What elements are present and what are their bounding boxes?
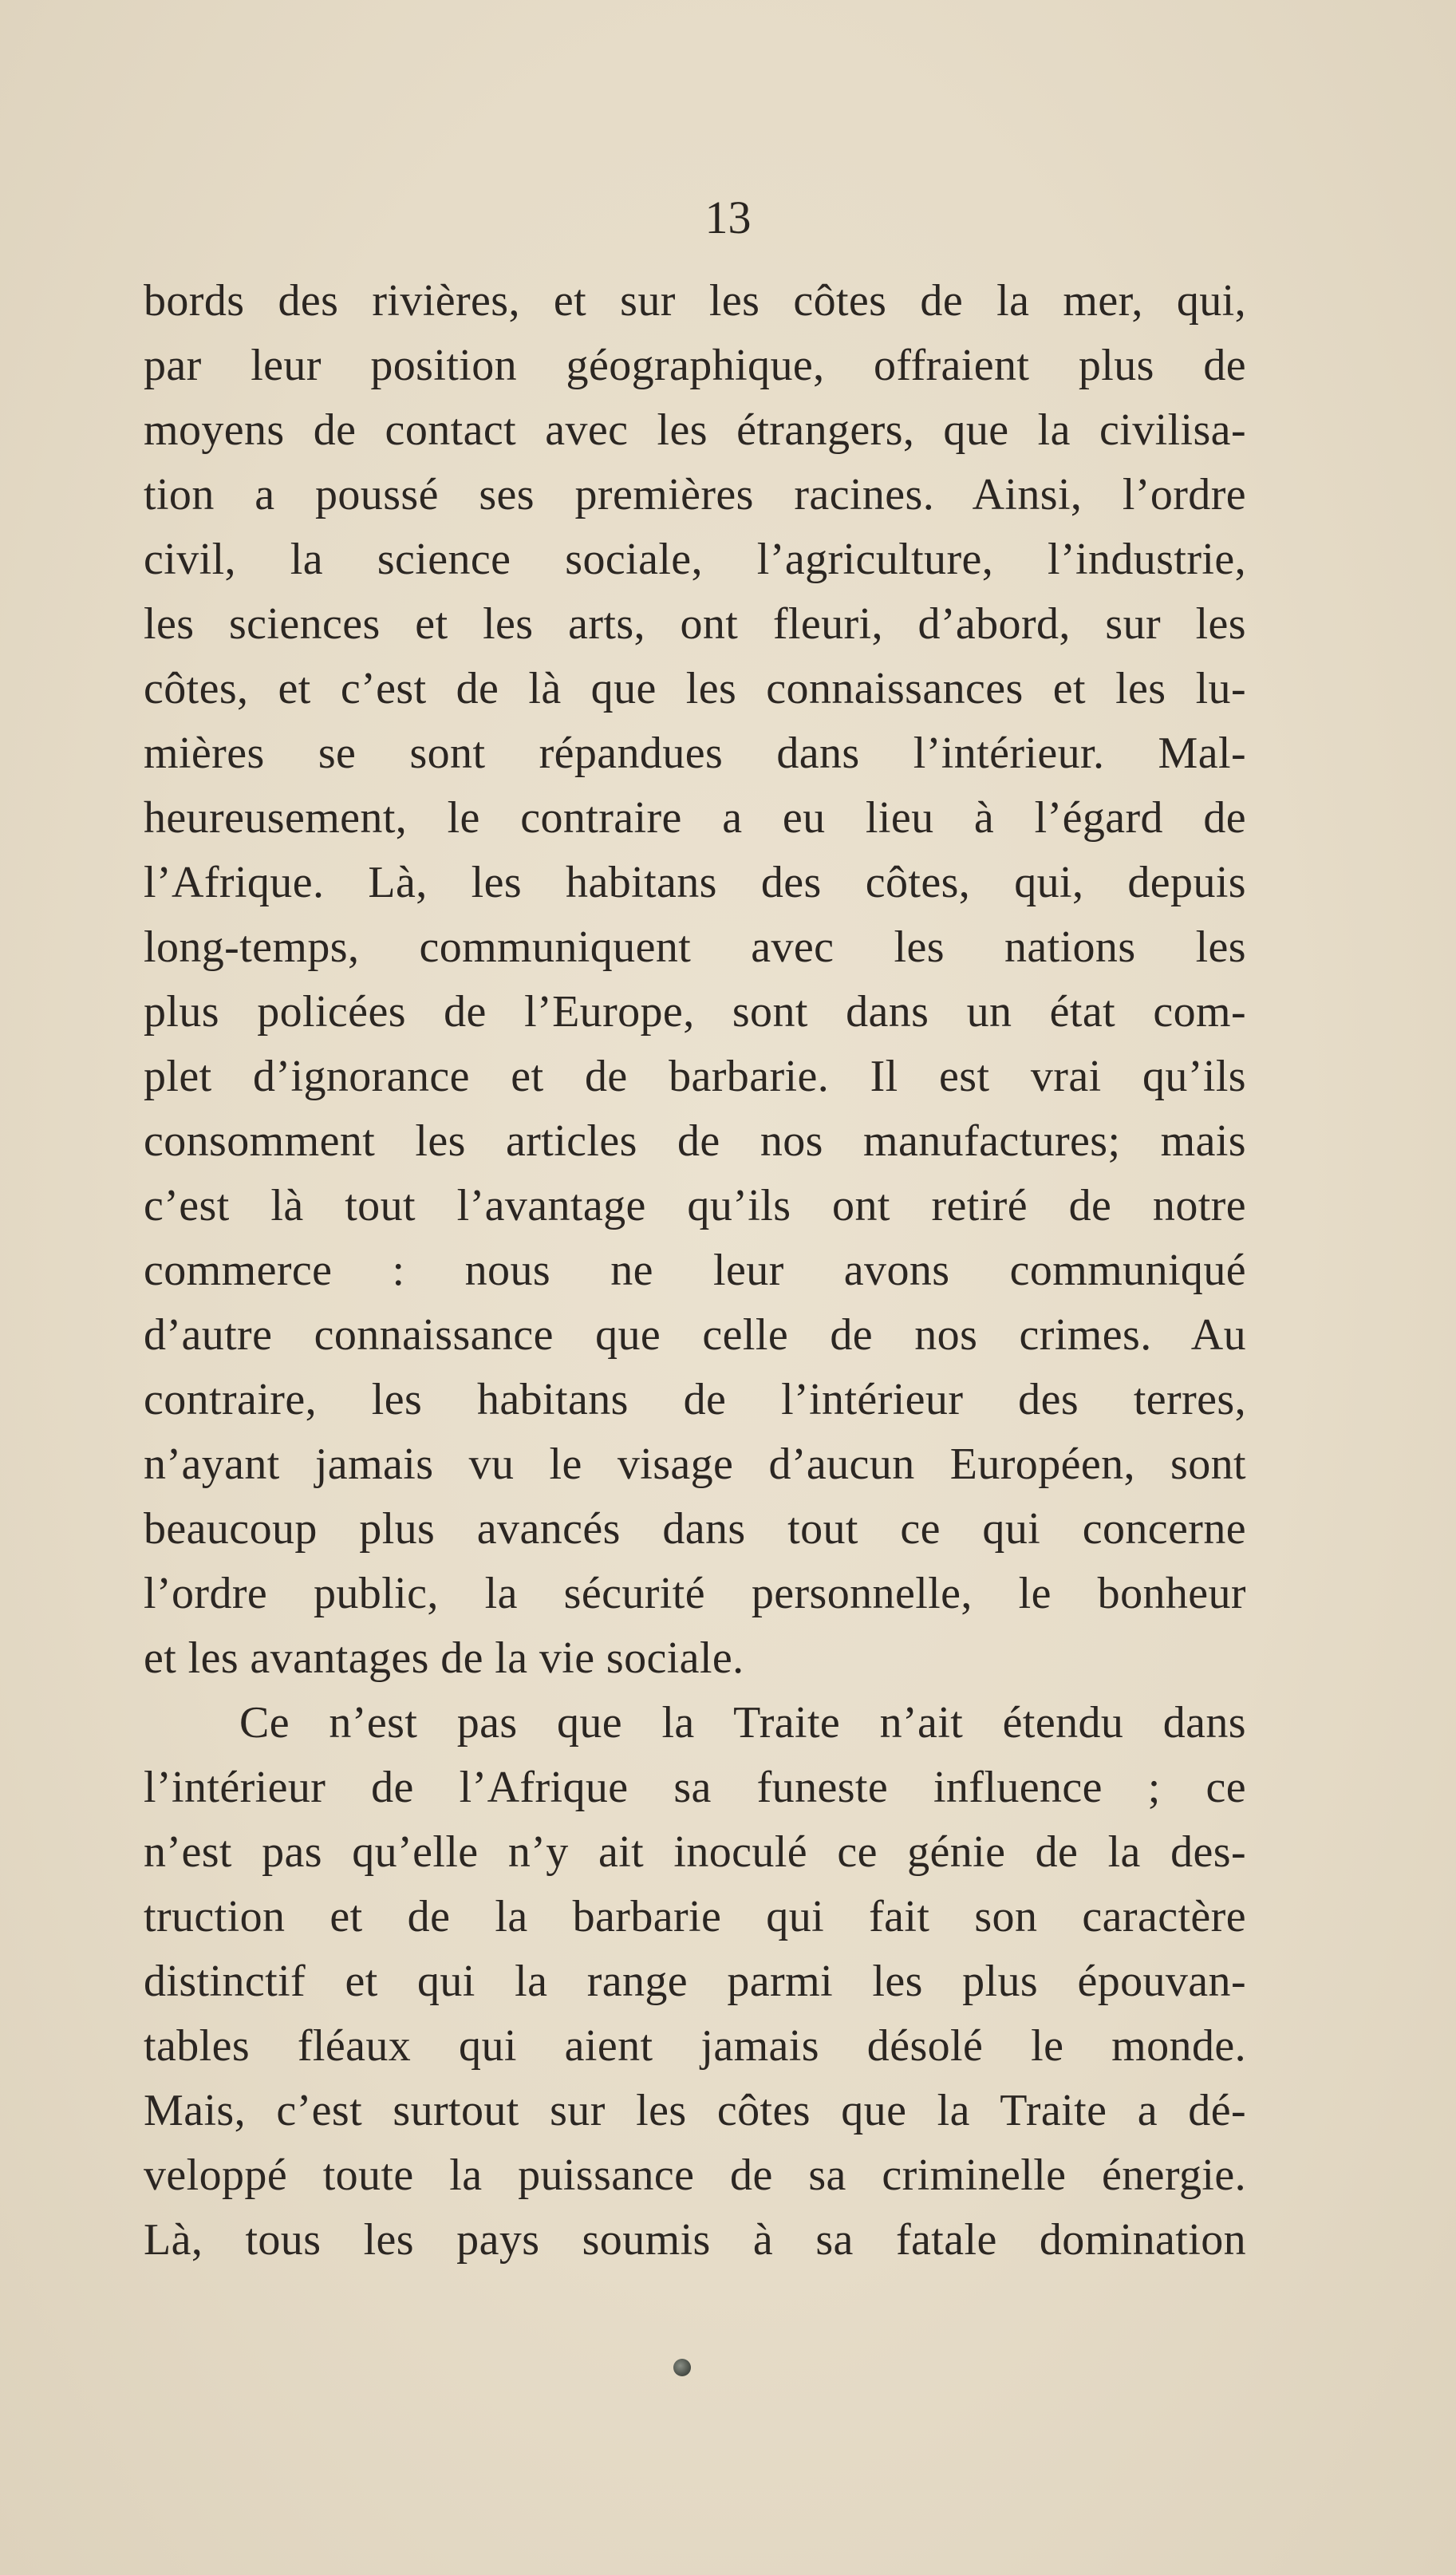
text-line: l’intérieur de l’Afrique sa funeste influence ; ce	[144, 1763, 1246, 1812]
text-line: Ce n’est pas que la Traite n’ait étendu dans	[239, 1698, 1246, 1748]
text-line: plet d’ignorance et de barbarie. Il est vrai qu’ils	[144, 1052, 1246, 1101]
text-line: Mais, c’est surtout sur les côtes que la Traite a dé-	[144, 2086, 1246, 2135]
paragraph-2	[144, 1691, 1246, 2273]
text-line: consomment les articles de nos manufactures; mais	[144, 1116, 1246, 1166]
text-line: l’ordre public, la sécurité personnelle, le bonheur	[144, 1569, 1246, 1618]
text-line: mières se sont répandues dans l’intérieur. Mal-	[144, 729, 1246, 778]
body-text	[144, 269, 1246, 2273]
text-line: commerce : nous ne leur avons communiqué	[144, 1246, 1246, 1295]
text-line: côtes, et c’est de là que les connaissances et les lu-	[144, 664, 1246, 713]
text-line: contraire, les habitans de l’intérieur des terres,	[144, 1375, 1246, 1424]
text-line: civil, la science sociale, l’agriculture, l’industrie,	[144, 535, 1246, 584]
text-line: tion a poussé ses premières racines. Ainsi, l’ordre	[144, 470, 1246, 519]
text-line: long-temps, communiquent avec les nations les	[144, 922, 1246, 972]
text-line: les sciences et les arts, ont fleuri, d’abord, sur les	[144, 599, 1246, 649]
text-line: plus policées de l’Europe, sont dans un état com-	[144, 987, 1246, 1037]
text-line: veloppé toute la puissance de sa criminelle énergie.	[144, 2150, 1246, 2200]
paragraph-1	[144, 269, 1246, 1691]
text-line: moyens de contact avec les étrangers, que la civilisa-	[144, 405, 1246, 455]
text-line: n’ayant jamais vu le visage d’aucun Européen, sont	[144, 1440, 1246, 1489]
page-number: 13	[704, 192, 752, 243]
text-line: heureusement, le contraire a eu lieu à l’égard de	[144, 793, 1246, 843]
text-line: d’autre connaissance que celle de nos crimes. Au	[144, 1310, 1246, 1360]
text-line: l’Afrique. Là, les habitans des côtes, qui, depuis	[144, 858, 1246, 907]
text-line: beaucoup plus avancés dans tout ce qui concerne	[144, 1504, 1246, 1554]
text-line: bords des rivières, et sur les côtes de la mer, qui,	[144, 276, 1246, 326]
text-line: Là, tous les pays soumis à sa fatale domination	[144, 2215, 1246, 2265]
text-line: tables fléaux qui aient jamais désolé le monde.	[144, 2021, 1246, 2071]
text-line: truction et de la barbarie qui fait son caractère	[144, 1892, 1246, 1941]
text-line: et les avantages de la vie sociale.	[144, 1633, 744, 1683]
text-line: n’est pas qu’elle n’y ait inoculé ce génie de la des-	[144, 1827, 1246, 1877]
ornament-dot-icon	[673, 2359, 691, 2376]
text-line: c’est là tout l’avantage qu’ils ont retiré de notre	[144, 1181, 1246, 1230]
text-line: distinctif et qui la range parmi les plus épouvan-	[144, 1957, 1246, 2006]
text-line: par leur position géographique, offraient plus de	[144, 341, 1246, 390]
